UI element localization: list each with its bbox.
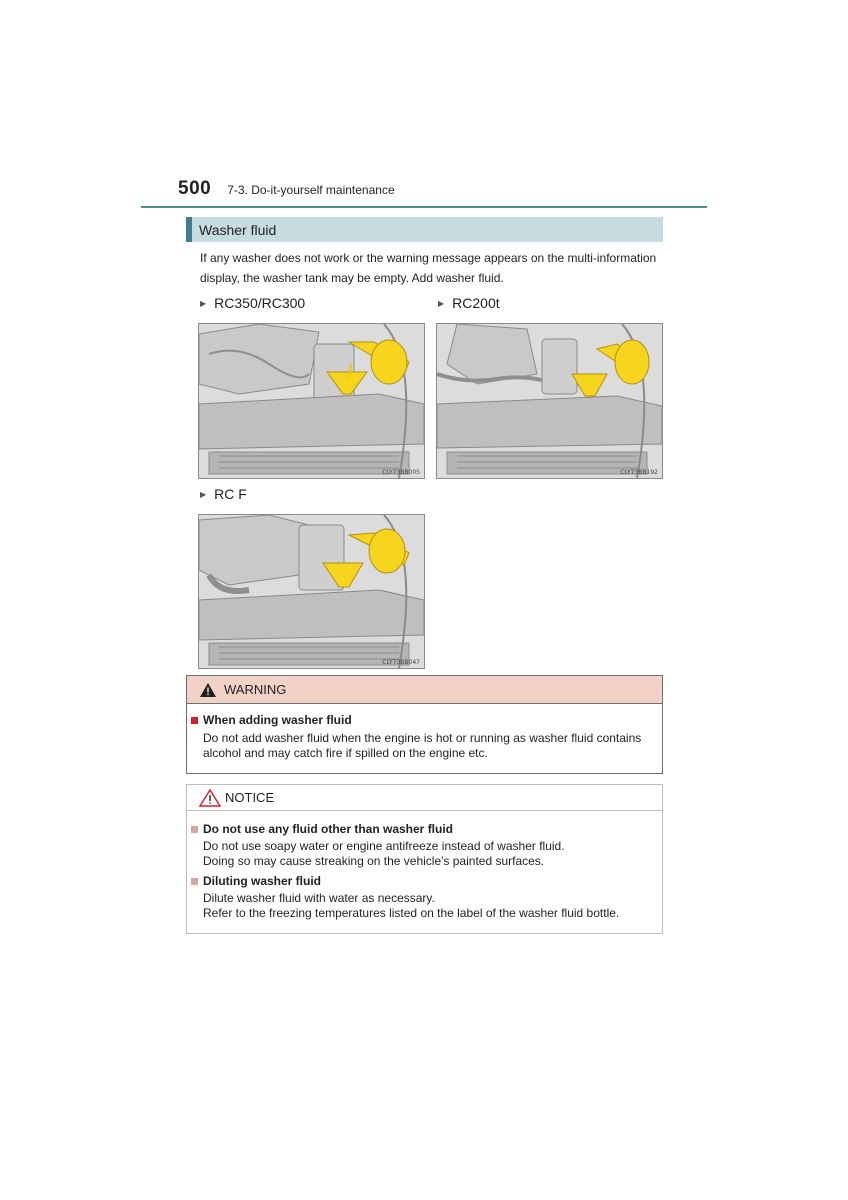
notice-header [187,785,662,811]
warning-item-text: Do not add washer fluid when the engine is hot or running as washer fluid contains alcohol and may catch fire if spilled on the engine etc. [203,731,642,760]
notice-item-title [191,874,662,888]
notice-item-line: Refer to the freezing temperatures listed on the label of the washer fluid bottle. [203,906,620,920]
page-header [178,178,395,200]
variant-label-rc200t [438,295,500,311]
image-code: CLY73BB005 [382,469,420,476]
warning-heading: WARNING [224,682,287,697]
header-rule [141,206,707,208]
variant-label-text: RC F [214,486,247,502]
notice-item-line: Doing so may cause streaking on the vehicle's painted surfaces. [203,854,545,868]
triangle-right-icon: ▶ [200,298,207,308]
square-bullet-icon [191,826,198,833]
notice-item-title-text: Do not use any fluid other than washer fluid [203,822,454,836]
variant-label-text: RC200t [452,295,500,311]
intro-paragraph: If any washer does not work or the warning message appears on the multi-information display, the washer tank may be empty. Add washer fluid. [200,251,657,285]
variant-label-text: RC350/RC300 [214,295,306,311]
chapter-title: 7-3. Do-it-yourself maintenance [227,183,395,197]
variant-label-rc350 [200,295,305,311]
notice-item-title [191,822,662,836]
engine-illustration-rc200t [436,323,663,479]
notice-box [186,784,663,934]
engine-bay-drawing [199,324,424,478]
notice-item [187,869,662,921]
section-header [186,217,663,242]
square-bullet-icon [191,878,198,885]
variant-label-rcf [200,486,247,502]
triangle-right-icon: ▶ [438,298,445,308]
notice-heading: NOTICE [225,790,275,805]
section-title: Washer fluid [199,221,277,238]
notice-item-line: Do not use soapy water or engine antifreeze instead of washer fluid. [203,839,565,853]
warning-item [187,704,662,761]
image-code: CLY73BB192 [620,469,658,476]
warning-header [187,676,662,704]
warning-triangle-icon [199,682,217,698]
engine-bay-drawing [199,515,424,668]
notice-item-title-text: Diluting washer fluid [203,874,322,888]
caution-triangle-icon [199,789,221,807]
triangle-right-icon: ▶ [200,489,207,499]
notice-item-line: Dilute washer fluid with water as necessary. [203,891,435,905]
engine-illustration-rc350 [198,323,425,479]
engine-illustration-rcf [198,514,425,669]
red-square-bullet-icon [191,717,198,724]
warning-item-title-text: When adding washer fluid [203,713,352,727]
warning-item-title [191,713,662,727]
page-number: 500 [178,178,212,199]
notice-item [187,811,662,869]
image-code: CLY73BB047 [382,659,420,666]
warning-box [186,675,663,774]
engine-bay-drawing [437,324,662,478]
